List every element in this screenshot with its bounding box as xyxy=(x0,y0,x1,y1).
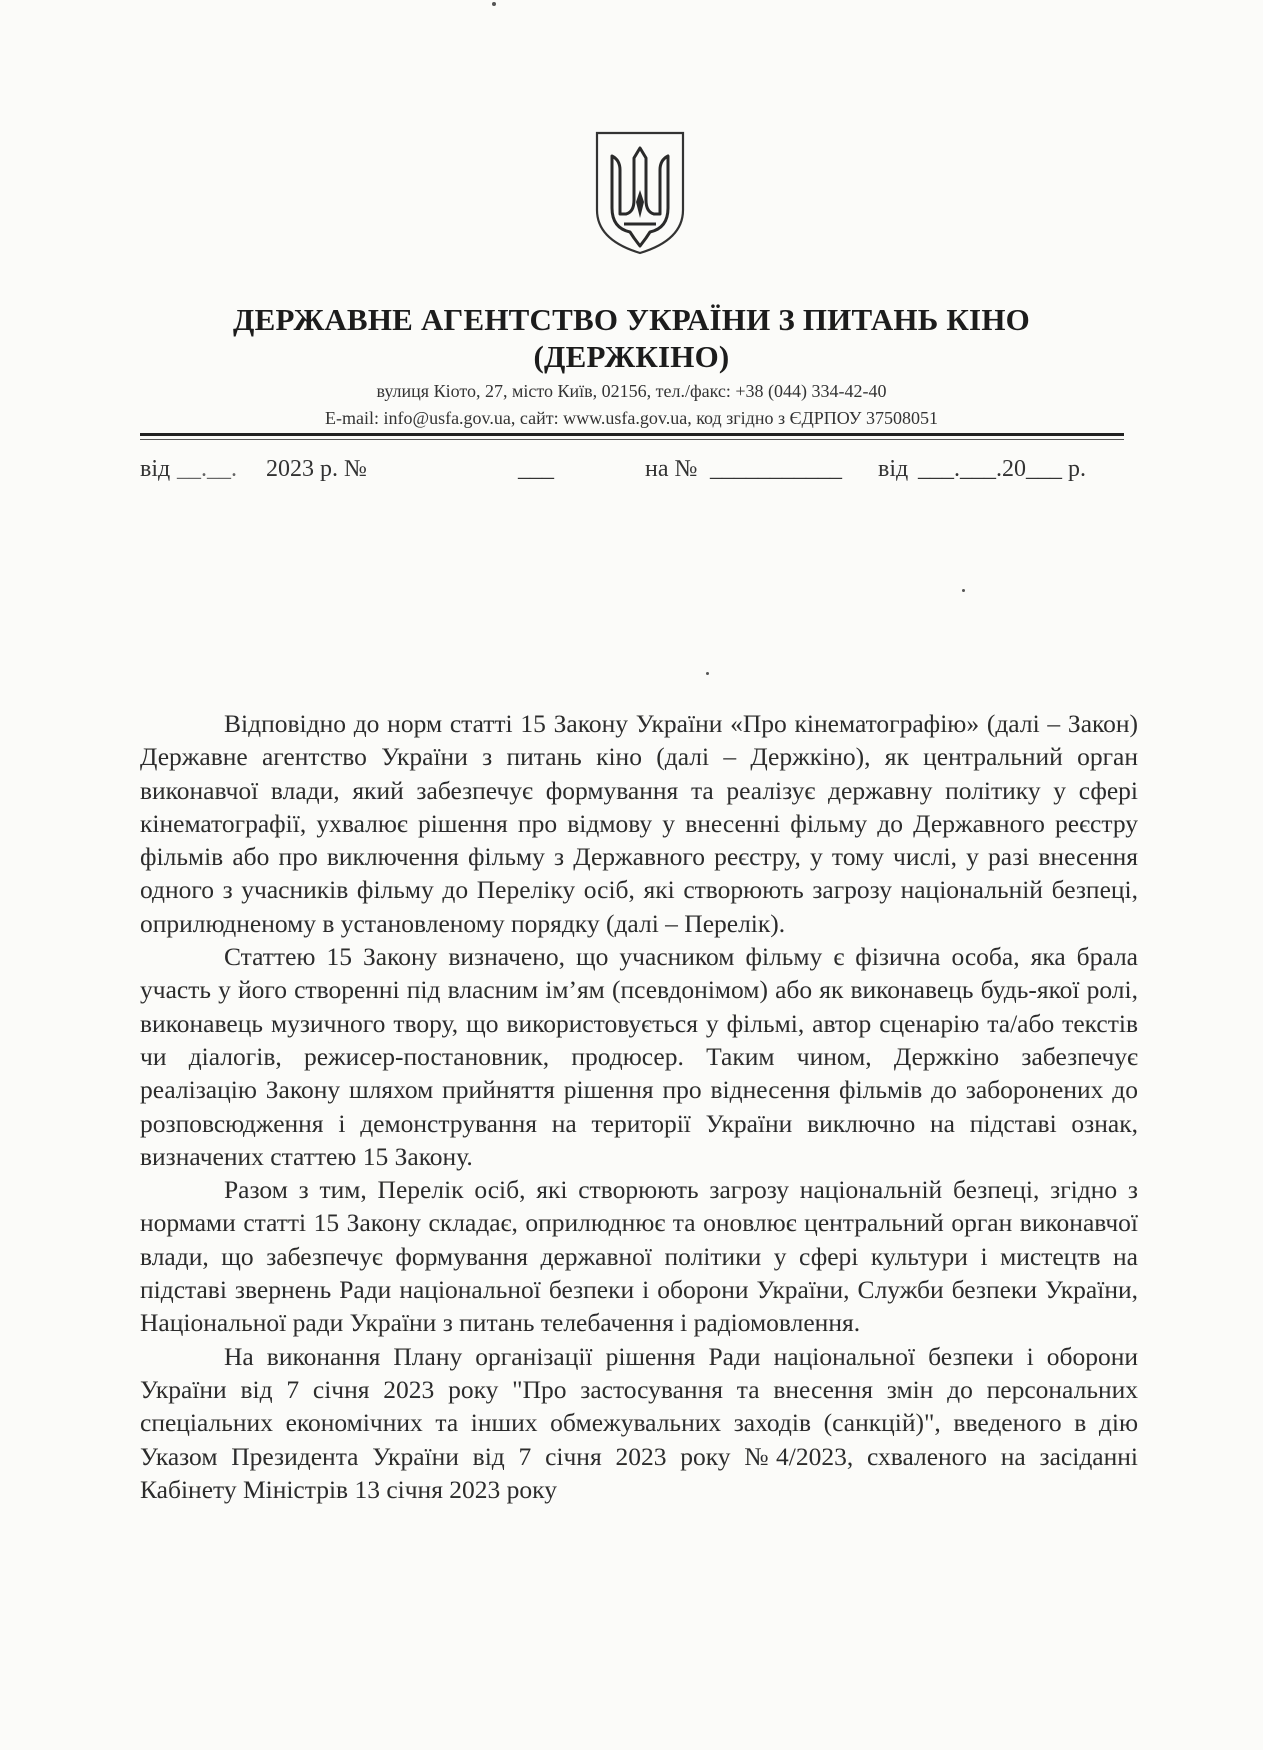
scan-speck xyxy=(962,589,965,592)
header-divider-thick xyxy=(140,433,1124,436)
header-divider-thin xyxy=(140,439,1124,440)
number-blank: ___ xyxy=(518,456,554,482)
date-year: 2023 р. № xyxy=(266,456,367,482)
scan-speck xyxy=(492,2,496,6)
contact-line: E-mail: info@usfa.gov.ua, сайт: www.usfa.gov.ua, код згідно з ЄДРПОУ 37508051 xyxy=(325,408,938,428)
body-paragraph: Разом з тим, Перелік осіб, які створюють загрозу національній безпеці, згідно з нормами статті 15 Закону складає, оприлюднює та оновлює центральний орган виконавчої влади, що забезпечує формування державної політики у сфері культури і мистецтв на підставі звернень Ради національної безпеки і оборони України, Служби безпеки України, Національної ради України з питань телебачення і радіомовлення. xyxy=(140,1175,1138,1338)
reply-number-blank: ___________ xyxy=(710,456,842,482)
reply-date: ___.___.20___ р. xyxy=(918,456,1086,482)
registration-line xyxy=(0,456,1263,490)
body-paragraph: Відповідно до норм статті 15 Закону України «Про кінематографію» (далі – Закон) Державне агентство України з питань кіно (далі – Держкіно), як центральний орган виконавчої влади, який забезпечує формування та реалізує державну політику у сфері кінематографії, ухвалює рішення про відмову у внесенні фільму до Державного реєстру фільмів або про виключення фільму з Державного реєстру, у тому числі, у разі внесення одного з учасників фільму до Переліку осіб, які створюють загрозу національній безпеці, оприлюдненому в установленому порядку (далі – Перелік). xyxy=(140,709,1138,938)
coat-of-arms-icon xyxy=(594,130,686,256)
reply-from: від xyxy=(878,456,909,482)
scan-speck xyxy=(706,672,709,675)
date-blank: __.__. xyxy=(177,456,237,482)
letter-body xyxy=(140,707,1138,1506)
body-paragraph: На виконання Плану організації рішення Ради національної безпеки і оборони України від 7 січня 2023 року "Про застосування та внесення змін до персональних спеціальних економічних та інших обмежувальних заходів (санкцій)", введеного в дію Указом Президента України від 7 січня 2023 року №4/2023, схваленого на засіданні Кабінету Міністрів 13 січня 2023 року xyxy=(140,1341,1138,1504)
reply-label: на № xyxy=(645,456,698,482)
organization-name: ДЕРЖАВНЕ АГЕНТСТВО УКРАЇНИ З ПИТАНЬ КІНО xyxy=(233,302,1030,337)
organization-abbreviation: (ДЕРЖКІНО) xyxy=(533,339,730,374)
date-prefix: від xyxy=(140,456,171,482)
body-paragraph: Статтею 15 Закону визначено, що учасником фільму є фізична особа, яка брала участь у його створенні під власним ім’ям (псевдонімом) або як виконавець будь-якої ролі, виконавець музичного твору, що використовується у фільмі, автор сценарію та/або текстів чи діалогів, режисер-постановник, продюсер. Таким чином, Держкіно забезпечує реалізацію Закону шляхом прийняття рішення про віднесення фільмів до заборонених до розповсюдження і демонстрування на території України виключно на підставі ознак, визначених статтею 15 Закону. xyxy=(140,942,1138,1171)
address-line: вулиця Кіото, 27, місто Київ, 02156, тел./факс: +38 (044) 334-42-40 xyxy=(376,381,887,401)
